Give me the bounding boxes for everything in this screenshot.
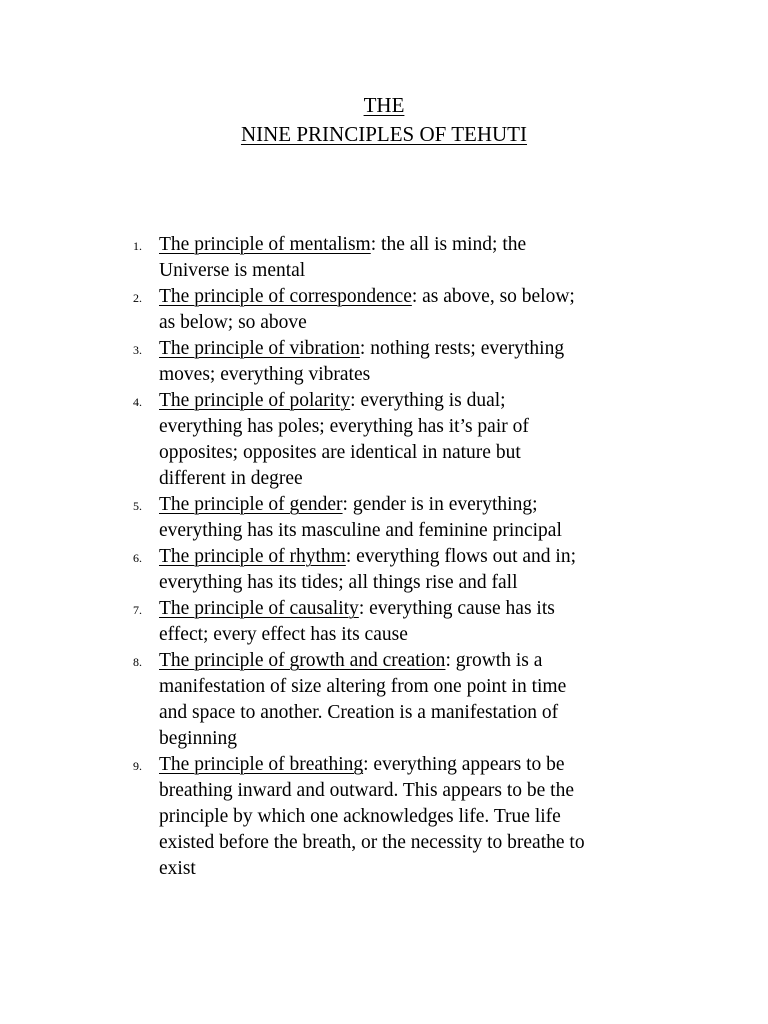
principle-item [0,492,659,544]
principle-number: 5. [133,499,142,513]
principle-name: The principle of rhythm [159,546,346,567]
principle-description-line: Universe is mental [159,260,306,281]
principle-number: 7. [133,603,142,617]
principle-item [0,336,659,388]
principle-first-line [159,544,659,570]
principle-first-line [159,336,659,362]
principle-description-line: different in degree [159,468,303,489]
principle-number: 4. [133,395,142,409]
principle-item [0,596,659,648]
principle-number: 1. [133,239,142,253]
principle-description: : growth is a [445,650,543,671]
principle-description-line: effect; every effect has its cause [159,624,408,645]
principle-name: The principle of gender [159,494,343,515]
principle-name: The principle of breathing [159,754,364,775]
principle-first-line [159,388,659,414]
principle-item [0,752,659,882]
principle-description: : everything is dual; [350,390,506,411]
principles-list [0,232,768,882]
principle-description-line: opposites; opposites are identical in nature but [159,442,521,463]
principle-number: 9. [133,759,142,773]
principle-description-line: everything has its tides; all things rise and fall [159,572,518,593]
title-line-2: NINE PRINCIPLES OF TEHUTI [240,122,528,146]
principle-item [0,232,659,284]
principle-item [0,544,659,596]
title-line-1: THE [363,93,405,117]
principle-first-line [159,648,659,674]
principle-description-line: principle by which one acknowledges life. True life [159,806,561,827]
principle-name: The principle of polarity [159,390,351,411]
principle-item [0,648,659,752]
principle-item [0,284,659,336]
principle-description: : everything appears to be [363,754,565,775]
principle-description: : everything flows out and in; [345,546,577,567]
principle-description-line: as below; so above [159,312,307,333]
principle-name: The principle of mentalism [159,234,371,255]
principle-item [0,388,659,492]
principle-description-line: existed before the breath, or the necessity to breathe to [159,832,585,853]
principle-number: 6. [133,551,142,565]
principle-description-line: exist [159,858,196,879]
principle-number: 3. [133,343,142,357]
principle-first-line [159,492,659,518]
principle-description: : everything cause has its [358,598,555,619]
principle-first-line [159,596,659,622]
principle-description-line: breathing inward and outward. This appears to be the [159,780,574,801]
principle-description: : the all is mind; the [370,234,527,255]
principle-description-line: and space to another. Creation is a manifestation of [159,702,559,723]
principle-description: : nothing rests; everything [359,338,565,359]
principle-number: 8. [133,655,142,669]
principle-first-line [159,752,659,778]
principle-name: The principle of vibration [159,338,360,359]
principle-name: The principle of causality [159,598,359,619]
principle-first-line [159,232,659,258]
principle-description-line: everything has its masculine and feminine principal [159,520,562,541]
principle-description-line: everything has poles; everything has it’s pair of [159,416,529,437]
principle-description: : gender is in everything; [342,494,538,515]
principle-name: The principle of growth and creation [159,650,446,671]
principle-number: 2. [133,291,142,305]
principle-description: : as above, so below; [411,286,575,307]
principle-description-line: moves; everything vibrates [159,364,371,385]
principle-name: The principle of correspondence [159,286,412,307]
principle-description-line: beginning [159,728,237,749]
principle-first-line [159,284,659,310]
document-title [0,91,768,149]
principle-description-line: manifestation of size altering from one point in time [159,676,567,697]
